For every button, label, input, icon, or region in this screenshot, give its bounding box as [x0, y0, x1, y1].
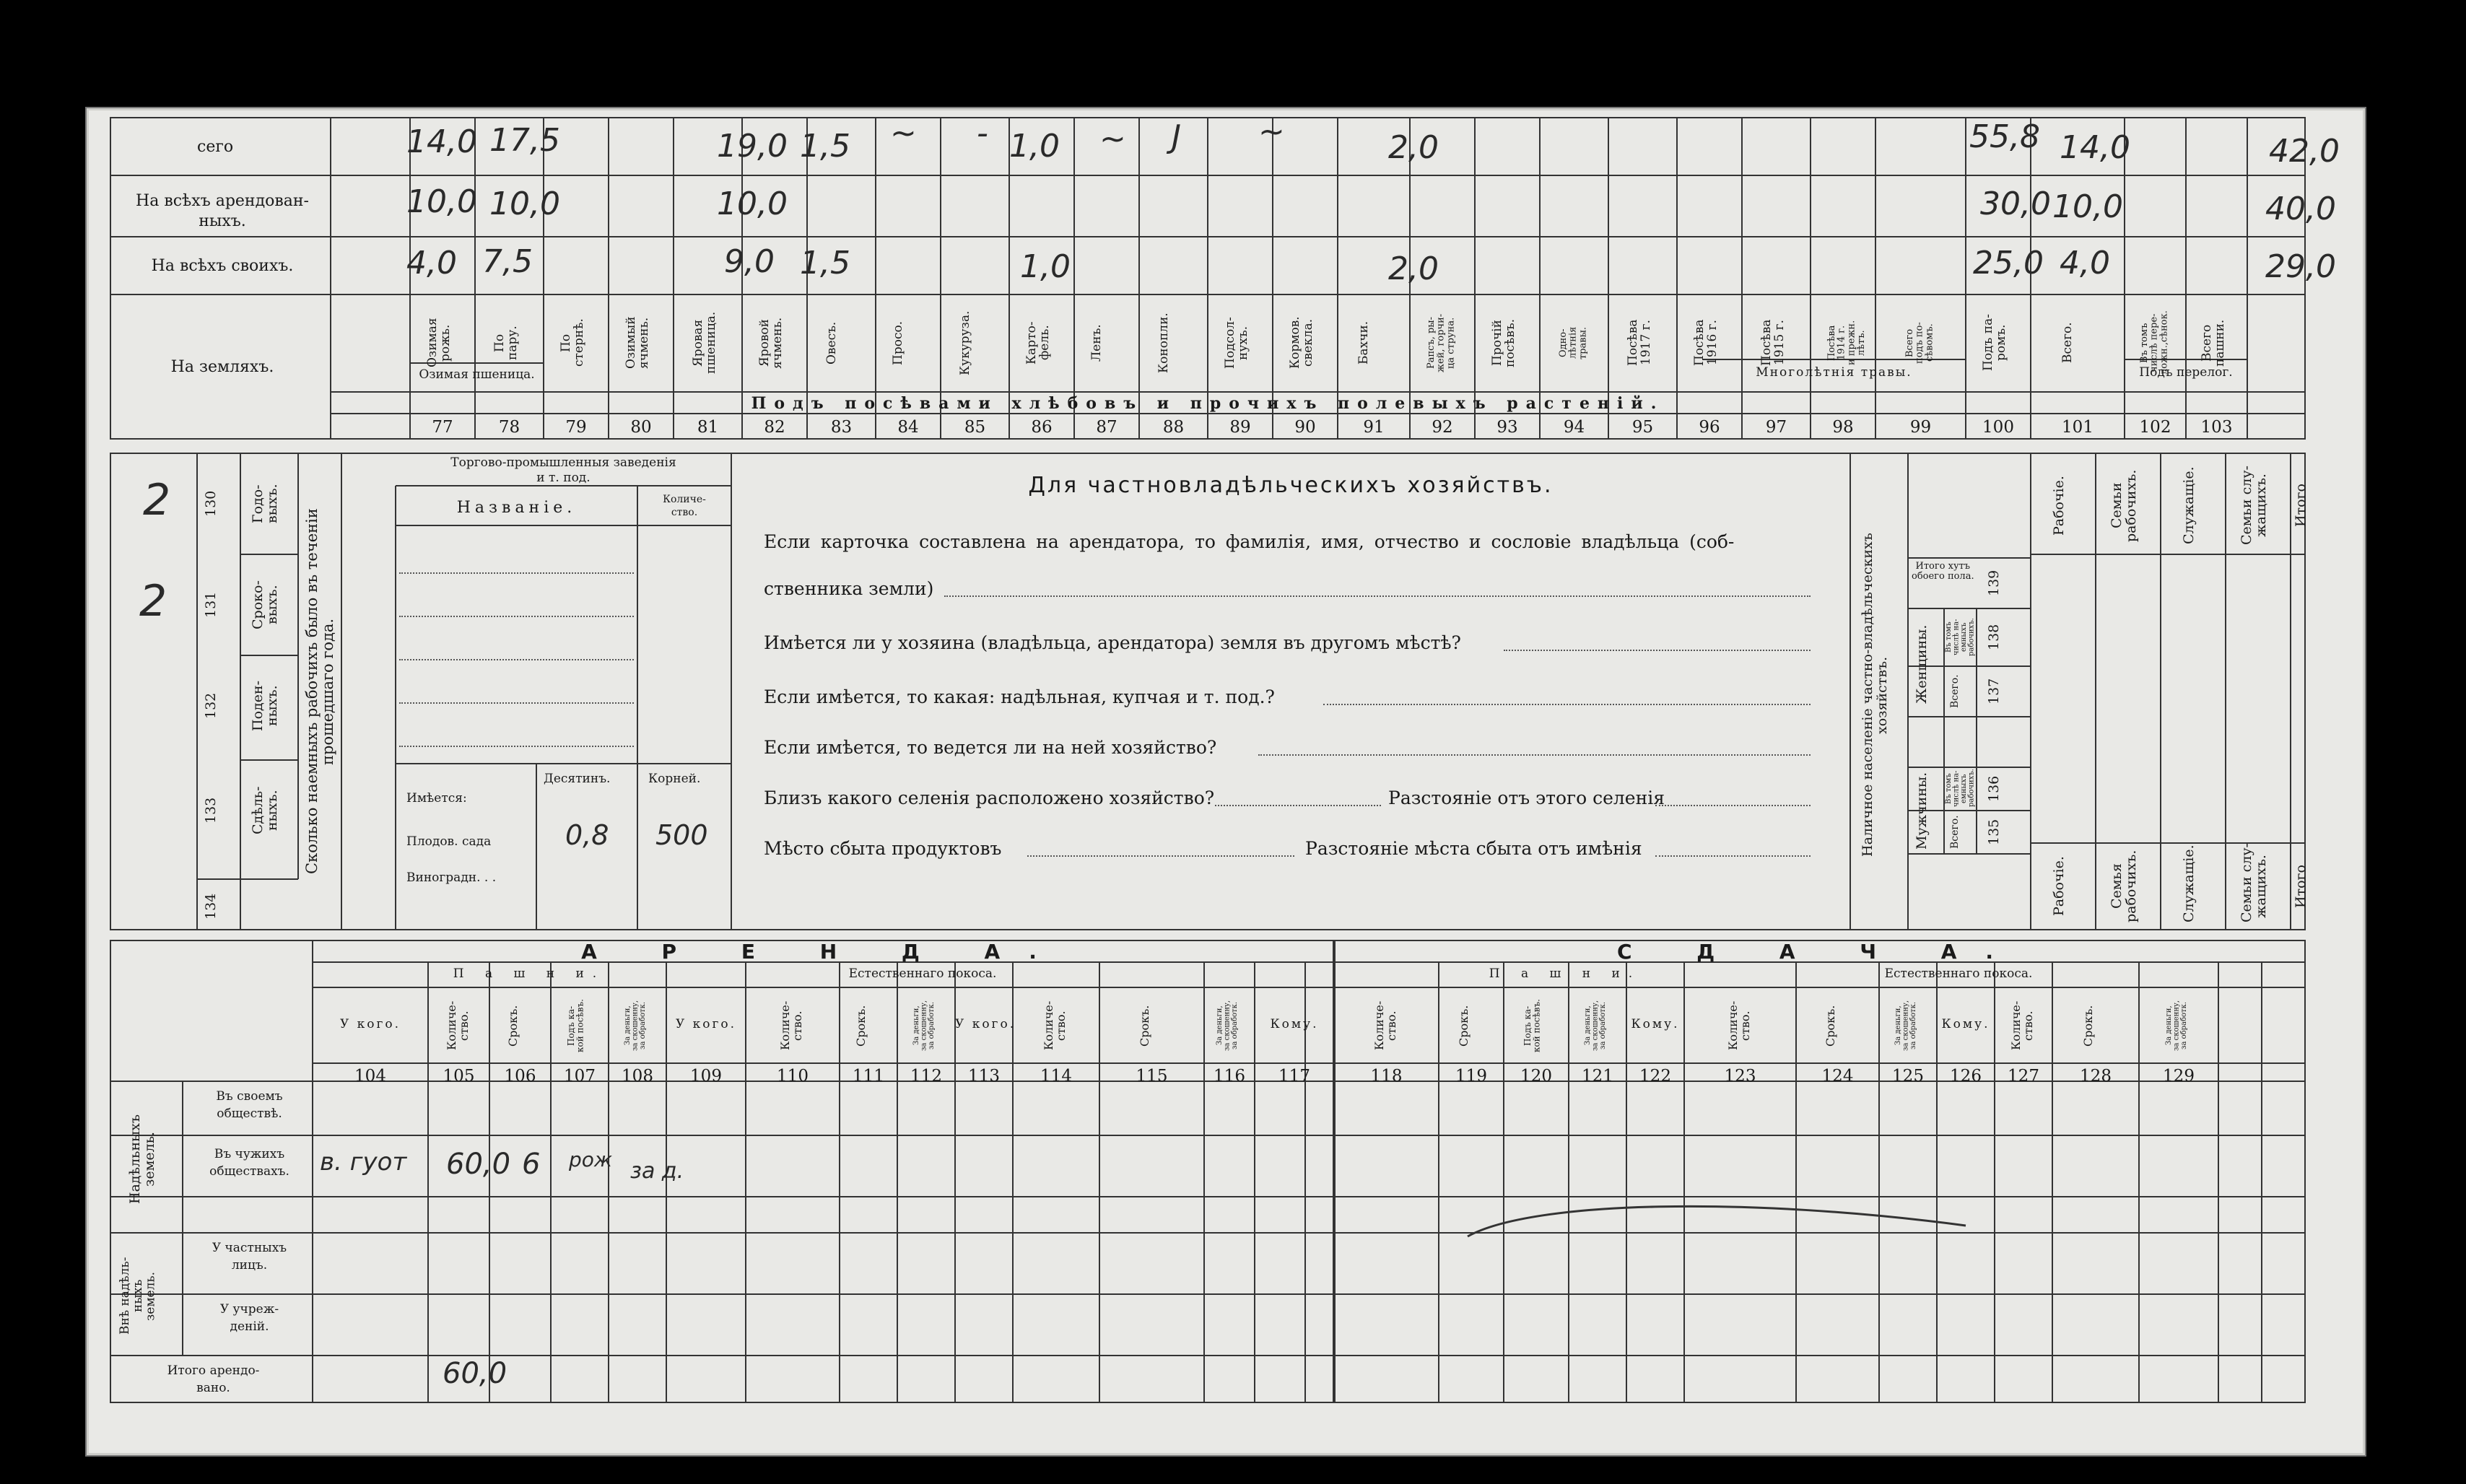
- hw-own-99: 25,0: [1973, 245, 2044, 281]
- itogo-footer: Итого: [2293, 865, 2309, 908]
- bottom-col-header: У кого.: [955, 1017, 1016, 1031]
- hw-worker-term: 2: [139, 576, 167, 627]
- hw-rented-103: 40,0: [2265, 191, 2336, 227]
- bottom-col-header: Срокъ.: [2081, 1005, 2095, 1047]
- top-col-header: Въ томъ числѣ пере- ложн.,сѣнок.: [2138, 310, 2169, 375]
- bottom-col-header: За деньги, за скошенну, за обработк.: [2165, 1000, 2188, 1052]
- top-col-number: 90: [1294, 418, 1316, 437]
- hw-quantity: 60,0: [446, 1148, 511, 1181]
- bottom-col-header: За деньги, за скошенну, за обработк.: [1584, 1000, 1607, 1052]
- top-col-number: 91: [1363, 418, 1385, 437]
- top-col-header: Кормов. свекла.: [1288, 316, 1315, 370]
- bottom-col-number: 124: [1821, 1067, 1854, 1086]
- bottom-col-header: Срокъ.: [505, 1005, 520, 1047]
- row-label-rented: На всѣхъ арендован- ныхъ.: [136, 192, 309, 230]
- top-col-number: 89: [1229, 418, 1251, 437]
- top-col-number: 99: [1909, 418, 1932, 437]
- top-col-number: 88: [1162, 418, 1185, 437]
- bottom-col-number: 106: [504, 1067, 536, 1086]
- top-col-header: Посѣва 1914 г. и прежн. лѣтъ.: [1826, 320, 1867, 366]
- hw-own-83: 1,5: [800, 245, 850, 281]
- hw-total-91: 2,0: [1388, 129, 1439, 166]
- hw-total-78: 14,0: [406, 123, 477, 160]
- pop-num-138: 138: [1986, 624, 2002, 651]
- top-col-header: Всего пашни.: [2199, 319, 2227, 367]
- bottom-col-header: Срокъ.: [1457, 1005, 1471, 1047]
- bottom-col-header: Подъ ка- кой посѣвъ.: [566, 999, 585, 1052]
- worker-num-133: 133: [203, 797, 219, 824]
- bottom-col-header: Кому.: [1941, 1017, 1990, 1031]
- bottom-col-header: Кому.: [1270, 1017, 1319, 1031]
- top-col-number: 86: [1031, 418, 1053, 437]
- top-col-header: Яровой ячмень.: [757, 317, 785, 369]
- question-market: Мѣсто сбыта продуктовъ: [764, 838, 1002, 859]
- hw-rented-99: 30,0: [1980, 186, 2051, 222]
- women-total-label: Всего.: [1949, 674, 1961, 709]
- pop-num-137: 137: [1986, 678, 2002, 705]
- bottom-col-header: У кого.: [675, 1017, 737, 1031]
- top-col-number: 96: [1699, 418, 1720, 437]
- bottom-col-number: 126: [1950, 1067, 1982, 1086]
- question-land-type: Если имѣется, то какая: надѣльная, купчая и т. под.?: [764, 686, 1275, 707]
- top-col-number: 95: [1631, 418, 1654, 437]
- bottom-col-number: 129: [2163, 1067, 2195, 1086]
- bottom-col-number: 115: [1136, 1067, 1168, 1086]
- women-hired-label: Въ томъ числѣ на- емныхъ рабочихъ.: [1945, 618, 1976, 657]
- top-col-header: Посѣва 1916 г.: [1692, 319, 1720, 367]
- bottom-col-header: Количе- ство.: [1372, 1000, 1398, 1051]
- desyatin-header: Десятинъ.: [544, 772, 611, 786]
- bottom-col-number: 121: [1582, 1067, 1613, 1086]
- hw-total-83: 1,5: [800, 128, 850, 165]
- top-col-header: Всего.: [2060, 322, 2075, 364]
- bottom-col-number: 120: [1520, 1067, 1552, 1086]
- worker-num-131: 131: [203, 591, 219, 619]
- bottom-col-number: 118: [1370, 1067, 1403, 1086]
- hw-total-82: 19,0: [717, 128, 788, 165]
- hw-total-86: 1,0: [1009, 128, 1060, 165]
- hw-total-79: 17,5: [489, 122, 560, 159]
- top-col-number: 80: [630, 418, 652, 437]
- bottom-col-number: 117: [1278, 1067, 1310, 1086]
- bottom-col-header: Кому.: [1631, 1017, 1680, 1031]
- bottom-col-header: За деньги, за скошенну, за обработк.: [1216, 1000, 1239, 1052]
- top-col-number: 100: [1982, 418, 2014, 437]
- question-owner-cont: ственника земли): [764, 578, 934, 599]
- top-col-header: Подъ па- ромъ.: [1981, 314, 2008, 372]
- perennial-grass-label: Многолѣтнiя травы.: [1756, 365, 1912, 380]
- top-col-number: 85: [964, 418, 986, 437]
- hw-own-103: 29,0: [2265, 248, 2336, 285]
- bottom-col-header: Срокъ.: [1137, 1005, 1151, 1047]
- hw-own-82: 9,0: [724, 243, 775, 280]
- top-col-header: Кукуруза.: [957, 310, 972, 375]
- sluzhashchie-footer: Служащiе.: [2181, 844, 2197, 922]
- trade-title: Торгово-промышленныя заведенiя и т. под.: [450, 455, 676, 486]
- sdacha-pokos: Естественнаго покоса.: [1884, 966, 2033, 981]
- hw-from-whom: в. гуот: [320, 1148, 407, 1177]
- hw-rented-100: 10,0: [2052, 188, 2123, 225]
- top-col-number: 94: [1563, 418, 1585, 437]
- hw-own-91: 2,0: [1388, 250, 1439, 287]
- hw-total-89: ~: [1258, 113, 1285, 150]
- sdacha-title: С Д А Ч А.: [1616, 940, 2023, 964]
- row-label-total: сего: [197, 138, 234, 156]
- census-card: [87, 108, 2365, 1455]
- bottom-col-number: 105: [443, 1067, 475, 1086]
- pop-num-139: 139: [1986, 569, 2002, 597]
- pop-num-136: 136: [1986, 775, 2002, 803]
- row-private-persons: У частныхъ лицъ.: [212, 1241, 287, 1273]
- bottom-col-header: Количе- ство.: [778, 1000, 804, 1051]
- top-col-number: 92: [1432, 418, 1453, 437]
- top-col-header: Посѣва 1917 г.: [1625, 319, 1653, 367]
- bottom-col-number: 107: [564, 1067, 596, 1086]
- question-farming: Если имѣется, то ведется ли на ней хозяйство?: [764, 737, 1217, 758]
- bottom-col-number: 122: [1639, 1067, 1671, 1086]
- top-col-header: Одно- лѣтнiя травы.: [1557, 326, 1588, 359]
- bottom-col-number: 109: [690, 1067, 722, 1086]
- bottom-col-number: 114: [1040, 1067, 1072, 1086]
- bottom-col-header: Срокъ.: [854, 1005, 868, 1047]
- row-label-lands: На земляхъ.: [170, 358, 274, 376]
- korney-header: Корней.: [648, 772, 701, 786]
- bottom-col-number: 113: [968, 1067, 1000, 1086]
- bottom-col-header: Срокъ.: [1823, 1005, 1837, 1047]
- men-hired-label: Въ томъ числѣ на- емныхъ рабочихъ.: [1945, 769, 1976, 807]
- worker-num-134: 134: [203, 893, 219, 920]
- bottom-col-number: 108: [622, 1067, 653, 1086]
- hw-total: 60,0: [443, 1357, 507, 1390]
- top-col-header: По пару.: [492, 326, 520, 360]
- population-title: Наличное населенiе частно-владѣльческихъ хозяйствъ.: [1860, 533, 1890, 857]
- bottom-col-header: У кого.: [339, 1017, 401, 1031]
- hw-payment: за д.: [630, 1158, 684, 1184]
- worker-term-label: Сроко- выхъ.: [250, 580, 280, 629]
- top-col-header: Всего подъ по- сѣвомъ.: [1904, 322, 1935, 364]
- men-total-label: Всего.: [1949, 815, 1961, 850]
- arenda-pashni: П а ш н и.: [453, 966, 606, 981]
- total-both-sexes-label: Итого хутъ обоего пола.: [1912, 561, 1974, 582]
- sluzhashchie-header: Служащiе.: [2181, 466, 2197, 545]
- hw-crop: рож: [569, 1148, 613, 1171]
- semi-rabochih-header: Семьи рабочихъ.: [2109, 469, 2139, 542]
- pencil-stroke: [89, 110, 2363, 1453]
- top-col-number: 97: [1765, 418, 1787, 437]
- top-col-header: Посѣва 1915 г.: [1759, 319, 1787, 367]
- top-col-number: 77: [432, 418, 453, 437]
- ozimaya-wheat-label: Озимая пшеница.: [419, 367, 535, 382]
- bottom-col-header: За деньги, за скошенну, за обработк.: [624, 1000, 647, 1052]
- hw-total-84: ~: [890, 115, 917, 152]
- row-label-own: На всѣхъ своихъ.: [151, 257, 294, 275]
- bottom-col-header: Количе- ство.: [1042, 1000, 1068, 1051]
- sdacha-pashni: П а ш н и.: [1489, 966, 1642, 981]
- bottom-col-header: Количе- ство.: [444, 1000, 471, 1051]
- bottom-col-number: 128: [2080, 1067, 2112, 1086]
- worker-num-130: 130: [203, 490, 219, 518]
- hw-total-88: J: [1172, 118, 1181, 155]
- orchard-label: Плодов. сада: [406, 834, 492, 849]
- trade-qty-header: Количе- ство.: [663, 494, 706, 519]
- top-col-header: По стернѣ.: [559, 318, 586, 367]
- top-col-header: Прочiй посѣвъ.: [1490, 318, 1517, 367]
- worker-daily-label: Поден- ныхъ.: [250, 680, 280, 732]
- top-col-header: Карто- фель.: [1024, 321, 1052, 365]
- hw-orchard-desyatin: 0,8: [565, 819, 609, 851]
- bottom-col-header: Количе- ство.: [1725, 1000, 1752, 1051]
- nadel-group-label: Надѣльныхъ земель.: [127, 1114, 157, 1204]
- top-col-number: 102: [2139, 418, 2171, 437]
- top-col-header: Яровая пшеница.: [690, 311, 718, 375]
- top-col-number: 87: [1096, 418, 1117, 437]
- private-farms-title: Для частновладѣльческихъ хозяйствъ.: [1028, 473, 1554, 498]
- row-total-rented: Итого арендо- вано.: [167, 1363, 260, 1395]
- men-label: Мужчины.: [1914, 772, 1930, 850]
- worker-annual-label: Годо- выхъ.: [250, 484, 280, 524]
- hw-term: 6: [522, 1148, 541, 1181]
- orchard-available-label: Имѣется:: [406, 791, 467, 806]
- hw-total-87: ~: [1099, 121, 1126, 157]
- hw-rented-82: 10,0: [717, 186, 788, 222]
- hw-rented-78: 10,0: [406, 183, 477, 220]
- women-label: Женщины.: [1914, 624, 1930, 704]
- semi-sluzh-footer: Семьи слу- жащихъ.: [2239, 843, 2269, 922]
- top-col-header: Подсол- нухъ.: [1223, 317, 1250, 369]
- question-village-distance: Разстоянiе отъ этого селенiя: [1388, 787, 1665, 808]
- bottom-col-number: 123: [1724, 1067, 1756, 1086]
- question-nearby-village: Близъ какого селенiя расположено хозяйство?: [764, 787, 1215, 808]
- fallow-label: Подъ перелог.: [2139, 365, 2233, 380]
- pop-num-135: 135: [1986, 819, 2002, 846]
- hw-orchard-korney: 500: [655, 819, 708, 851]
- top-col-header: Озимый ячмень.: [624, 316, 651, 370]
- crops-band-title: Подъ посѣвами хлѣбовъ и прочихъ полевыхъ растенiй.: [751, 394, 1665, 413]
- bottom-col-header: Подъ ка- кой посѣвъ.: [1522, 999, 1542, 1052]
- hw-total-85: -: [977, 115, 988, 152]
- arenda-pokos: Естественнаго покоса.: [848, 966, 997, 981]
- top-col-number: 84: [897, 418, 919, 437]
- workers-title: Сколько наемныхъ рабочихъ было въ теченiи прошедшаго года.: [303, 508, 337, 875]
- top-col-number: 101: [2062, 418, 2094, 437]
- bottom-col-header: За деньги, за скошенну, за обработк.: [1894, 1000, 1917, 1052]
- worker-num-132: 132: [203, 692, 219, 720]
- rabochie-footer: Рабочiе.: [2051, 856, 2067, 917]
- hw-total-103: 42,0: [2269, 133, 2340, 170]
- question-owner: Если карточка составлена на арендатора, то фамилiя, имя, отчество и сословiе владѣльца (соб-: [764, 531, 1735, 552]
- hw-own-79: 7,5: [482, 243, 533, 280]
- top-col-number: 93: [1496, 418, 1518, 437]
- itogo-header: Итого: [2293, 484, 2309, 528]
- top-col-number: 79: [565, 418, 587, 437]
- top-col-header: Озимая рожь.: [425, 318, 453, 368]
- top-col-header: Ленъ.: [1089, 324, 1104, 362]
- row-other-societies: Въ чужихъ обществахъ.: [209, 1147, 289, 1179]
- bottom-col-number: 125: [1892, 1067, 1924, 1086]
- hw-own-100: 4,0: [2060, 245, 2110, 281]
- bottom-col-number: 127: [2008, 1067, 2039, 1086]
- hw-total-100: 14,0: [2060, 129, 2130, 166]
- question-market-distance: Разстоянiе мѣста сбыта отъ имѣнiя: [1305, 838, 1642, 859]
- hw-own-78: 4,0: [406, 245, 457, 281]
- vineyard-label: Виноградн. . .: [406, 870, 497, 885]
- row-own-society: Въ своемъ обществѣ.: [216, 1089, 283, 1121]
- rabochie-header: Рабочiе.: [2051, 476, 2067, 536]
- top-col-number: 81: [697, 418, 719, 437]
- top-col-header: Просо.: [891, 320, 905, 365]
- bottom-col-number: 104: [354, 1067, 386, 1086]
- bottom-col-number: 112: [910, 1067, 942, 1086]
- vne-nadel-group-label: Внѣ надѣль- ныхъ земель.: [118, 1257, 158, 1335]
- semya-rabochih-footer: Семья рабочихъ.: [2109, 850, 2139, 922]
- bottom-col-header: За деньги, за скошенну, за обработк.: [912, 1000, 936, 1052]
- top-col-header: Конопли.: [1156, 313, 1171, 373]
- hw-own-86: 1,0: [1020, 248, 1071, 285]
- bottom-col-number: 116: [1214, 1067, 1245, 1086]
- top-col-number: 78: [498, 418, 520, 437]
- hw-worker-annual: 2: [143, 475, 171, 525]
- hw-rented-79: 10,0: [489, 186, 560, 222]
- bottom-col-number: 119: [1455, 1067, 1487, 1086]
- question-other-land: Имѣется ли у хозяина (владѣльца, арендатора) земля въ другомъ мѣстѣ?: [764, 632, 1461, 653]
- top-col-number: 98: [1832, 418, 1854, 437]
- top-col-number: 103: [2200, 418, 2233, 437]
- bottom-col-header: Количе- ство.: [2009, 1000, 2035, 1051]
- top-col-header: Бахчи.: [1356, 320, 1371, 365]
- semi-sluzh-header: Семьи слу- жащихъ.: [2239, 466, 2269, 546]
- top-col-number: 82: [764, 418, 785, 437]
- top-col-header: Овесъ.: [824, 321, 839, 365]
- bottom-col-number: 110: [777, 1067, 809, 1086]
- row-institutions: У учреж- денiй.: [219, 1302, 279, 1334]
- trade-name-header: Названiе.: [456, 499, 577, 517]
- worker-piece-label: Сдѣль- ныхъ.: [250, 786, 280, 835]
- top-col-header: Рапсъ, ры- жей, горчи- ца струна.: [1426, 313, 1457, 372]
- arenda-title: А Р Е Н Д А.: [581, 940, 1066, 964]
- bottom-col-number: 111: [853, 1067, 884, 1086]
- hw-total-99: 55,8: [1969, 118, 2040, 155]
- top-col-number: 83: [830, 418, 853, 437]
